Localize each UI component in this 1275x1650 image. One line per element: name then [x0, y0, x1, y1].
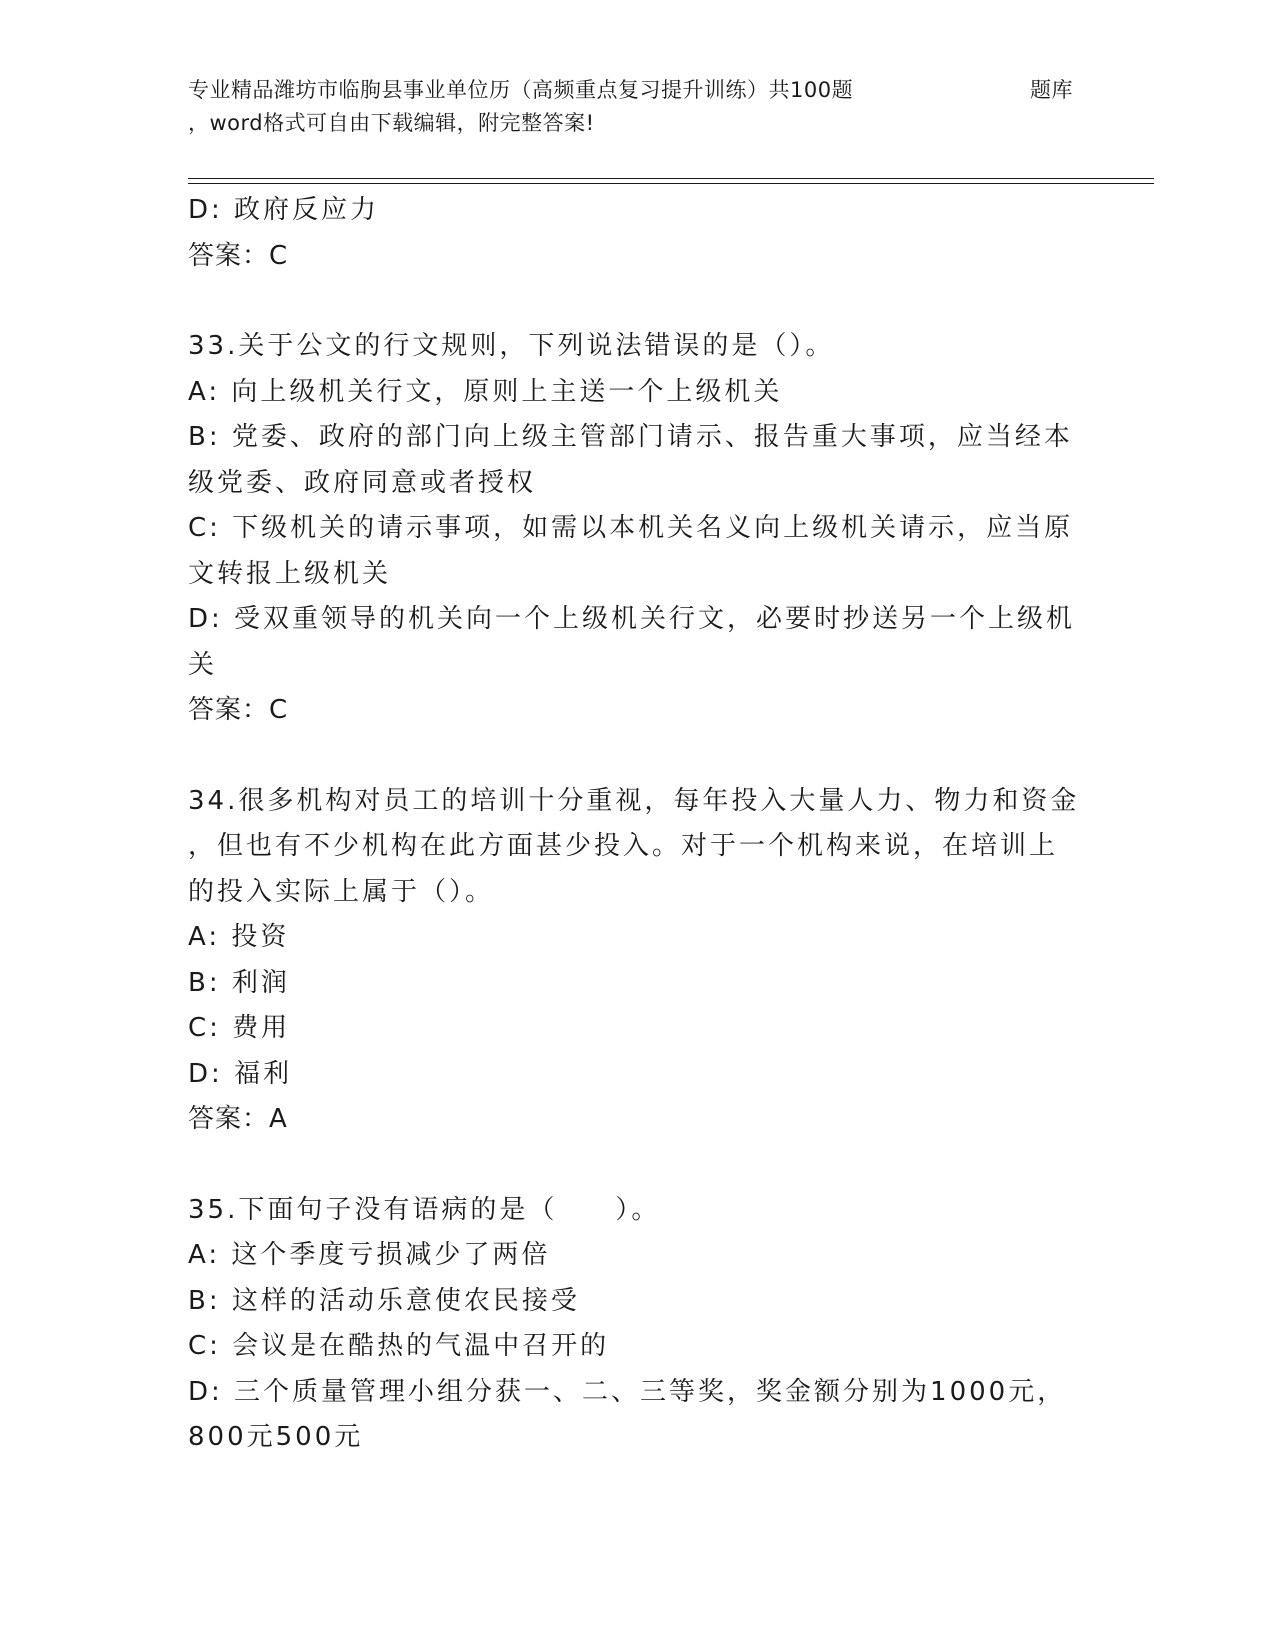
q34-question-line-3: 的投入实际上属于（）。: [188, 876, 495, 907]
q34-question-line-1: 34.很多机构对员工的培训十分重视，每年投入大量人力、物力和资金: [188, 785, 1080, 816]
spacer: [188, 279, 1088, 324]
q35-option-d-line-1: D: 三个质量管理小组分获一、二、三等奖，奖金额分别为1000元，: [188, 1376, 1067, 1407]
prev-answer: 答案：C: [188, 240, 289, 271]
header-line-1: [188, 74, 1148, 107]
q33-option-c-line-1: C: 下级机关的请示事项，如需以本机关名义向上级机关请示，应当原: [188, 513, 1074, 543]
q33-option-d-line-1: D: 受双重领导的机关向一个上级机关行文，必要时抄送另一个上级机: [188, 604, 1076, 634]
q34-option-b: B: 利润: [188, 967, 290, 998]
page-header: [188, 74, 1148, 140]
header-tag: 题库: [1030, 78, 1073, 102]
q33-answer: 答案：C: [188, 695, 289, 725]
q33-option-d-line-2: 关: [188, 649, 218, 680]
q35-option-d-line-2: 800元500元: [188, 1422, 364, 1452]
q34-question-line-2: ，但也有不少机构在此方面甚少投入。对于一个机构来说，在培训上: [188, 831, 1059, 861]
q33-option-b-line-2: 级党委、政府同意或者授权: [188, 467, 537, 498]
q33-question: 33.关于公文的行文规则，下列说法错误的是（）。: [188, 331, 835, 361]
header-title: 专业精品潍坊市临朐县事业单位历（高频重点复习提升训练）共100题: [188, 78, 854, 102]
q35-option-b: B: 这样的活动乐意使农民接受: [188, 1285, 580, 1316]
q33-option-b-line-1: B: 党委、政府的部门向上级主管部门请示、报告重大事项，应当经本: [188, 422, 1073, 452]
spacer: [188, 734, 1088, 779]
header-line-2: ，word格式可自由下载编辑，附完整答案!: [188, 111, 595, 135]
header-rule-bottom: [188, 183, 1154, 184]
header-rule-top: [188, 178, 1154, 179]
question-content: [188, 188, 1088, 1461]
spacer: [188, 1143, 1088, 1188]
q35-option-c: C: 会议是在酷热的气温中召开的: [188, 1331, 610, 1361]
q34-option-d: D: 福利: [188, 1058, 293, 1089]
q34-answer: 答案：A: [188, 1104, 288, 1134]
q35-option-a: A: 这个季度亏损减少了两倍: [188, 1240, 551, 1270]
q34-option-c: C: 费用: [188, 1013, 291, 1043]
q33-option-a: A: 向上级机关行文，原则上主送一个上级机关: [188, 376, 783, 407]
prev-option-d: D: 政府反应力: [188, 195, 380, 225]
q34-option-a: A: 投资: [188, 922, 290, 952]
q35-question: 35.下面句子没有语病的是（ ）。: [188, 1194, 661, 1225]
q33-option-c-line-2: 文转报上级机关: [188, 558, 392, 589]
